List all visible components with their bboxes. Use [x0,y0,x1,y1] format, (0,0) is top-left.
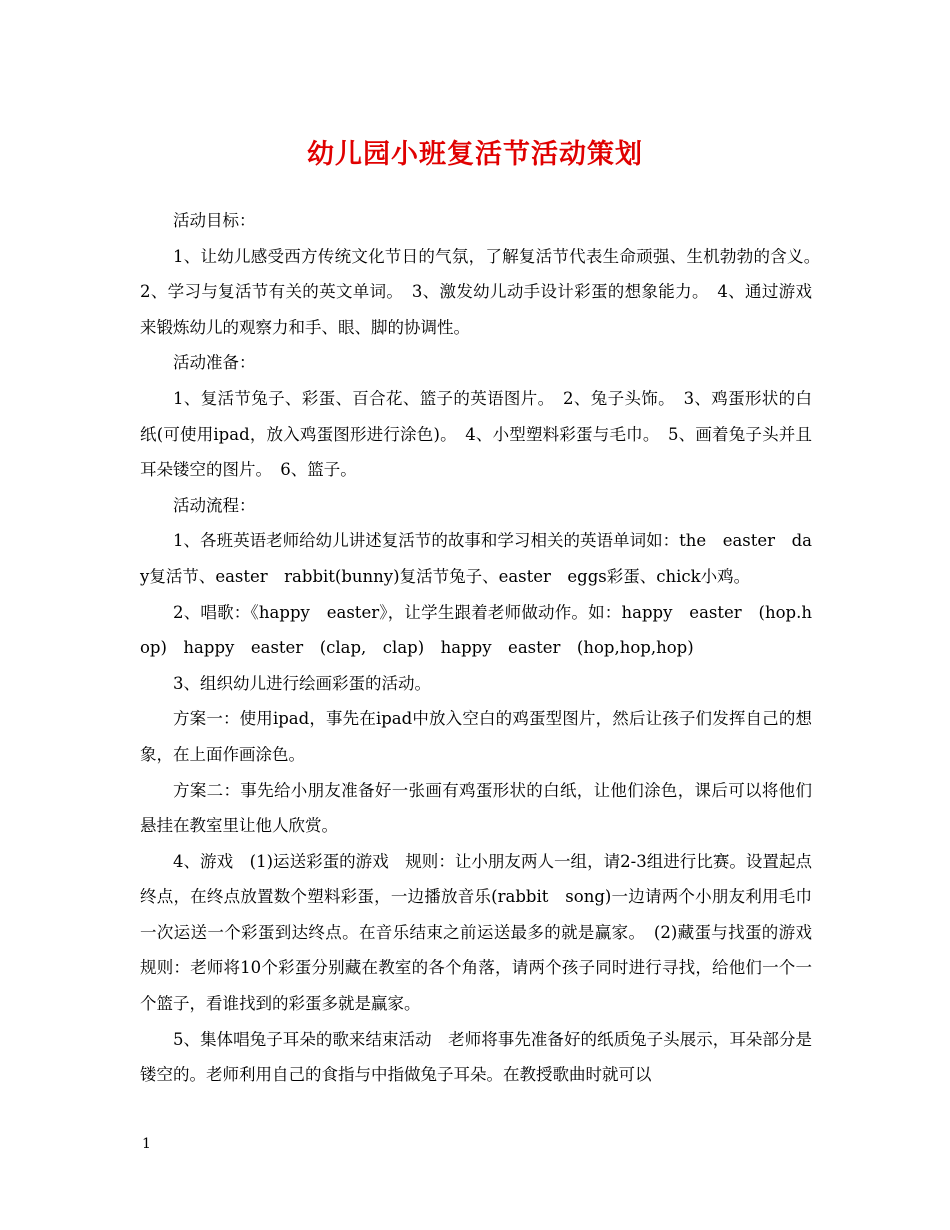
paragraph: 活动准备： [173,353,256,373]
document-title: 幼儿园小班复活节活动策划 [307,139,643,170]
page-number: 1 [142,1136,151,1152]
paragraph: 活动目标： [173,211,256,230]
paragraph: 方案二：事先给小朋友准备好一张画有鸡蛋形状的白纸，让他们涂色，课后可以将他们悬挂在教室里让他人欣赏。 [140,780,812,836]
paragraph: 1、让幼儿感受西方传统文化节日的气氛，了解复活节代表生命顽强、生机勃勃的含义。 2、学习与复活节有关的英文单词。 3、激发幼儿动手设计彩蛋的想象能力。 4、通过游戏来锻炼幼儿的观察力和手、眼、脚的协调性。 [140,246,829,337]
paragraph: 1、复活节兔子、彩蛋、百合花、篮子的英语图片。 2、兔子头饰。 3、鸡蛋形状的白纸(可使用ipad，放入鸡蛋图形进行涂色)。 4、小型塑料彩蛋与毛巾。 5、画着兔子头并且耳朵镂空的图片。 6、篮子。 [140,388,812,480]
paragraph: 活动流程： [173,495,256,515]
paragraph: 3、组织幼儿进行绘画彩蛋的活动。 [173,673,431,693]
paragraph: 1、各班英语老师给幼儿讲述复活节的故事和学习相关的英语单词如：the easter day复活节、easter rabbit(bunny)复活节兔子、easter eggs彩蛋、chick小鸡。 [140,531,812,586]
paragraph: 方案一：使用ipad，事先在ipad中放入空白的鸡蛋型图片，然后让孩子们发挥自己的想象，在上面作画涂色。 [140,709,812,764]
paragraph: 4、游戏 (1)运送彩蛋的游戏 规则：让小朋友两人一组，请2-3组进行比赛。设置起点终点，在终点放置数个塑料彩蛋，一边播放音乐(rabbit song)一边请两个小朋友利用毛巾一次运送一个彩蛋到达终点。在音乐结束之前运送最多的就是赢家。 (2)藏蛋与找蛋的游戏 规则：老师将10个彩蛋分别藏在教室的各个角落，请两个孩子同时进行寻找，给他们一个一个篮子，看谁找到的彩蛋多就是赢家。 [140,851,829,1014]
document-body [140,203,829,1093]
paragraph: 5、集体唱兔子耳朵的歌来结束活动 老师将事先准备好的纸质兔子头展示，耳朵部分是镂空的。老师利用自己的食指与中指做兔子耳朵。在教授歌曲时就可以 [140,1029,812,1085]
paragraph: 2、唱歌：《happy easter》，让学生跟着老师做动作。如：happy easter (hop.hop) happy easter (clap, clap) happy easter (hop,hop,hop) [140,602,812,658]
